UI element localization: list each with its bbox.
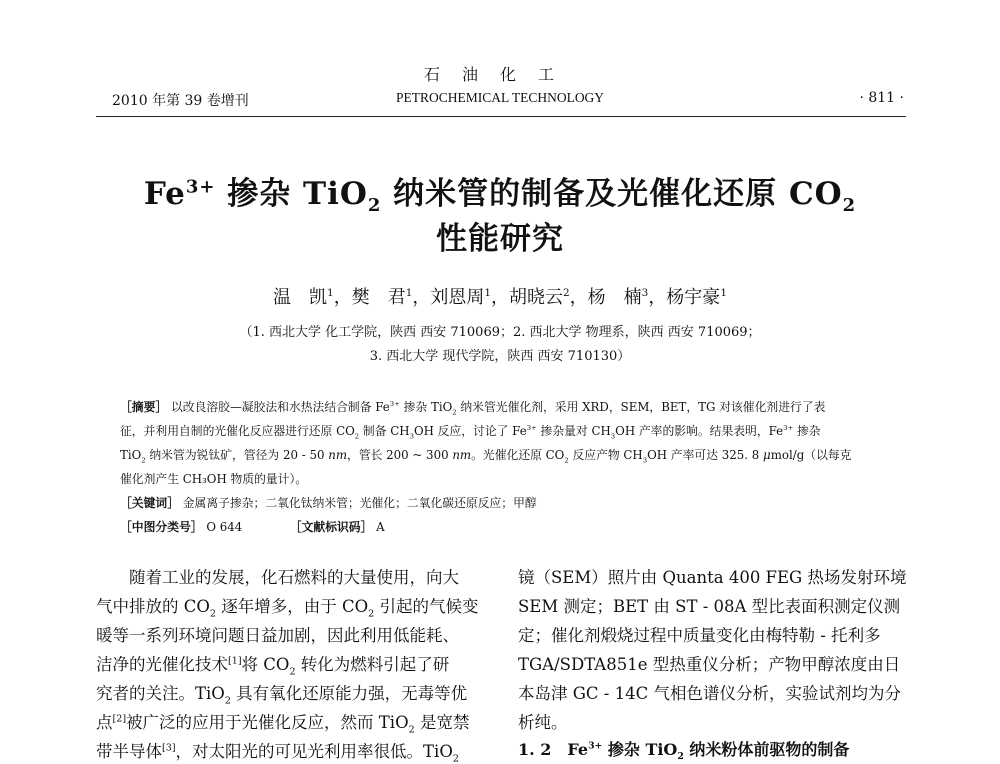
author-list: 温 凯$^1$，樊 君$^1$，刘恩周$^1$，胡晓云$^2$，杨 楠$^3$，杨宇豪$^1$	[273, 287, 727, 308]
body-left-line-3: 暖等一系列环境问题日益加剧，因此利用低能耗、	[96, 626, 459, 645]
affiliation-line-1: （1. 西北大学 化工学院，陕西 西安 710069；2. 西北大学 物理系，陕西 西安 710069；	[239, 325, 761, 340]
journal-name-english: PETROCHEMICAL TECHNOLOGY	[395, 90, 605, 105]
body-right-line-1: 镜（SEM）照片由 Quanta 400 FEG 热场发射环境	[518, 568, 907, 587]
paper-title-line-1: $Fe^{3+}$ 掺杂 TiO$_2$ 纳米管的制备及光催化还原 $CO_2$	[143, 176, 857, 217]
abstract-line-3: TiO$_2$ 纳米管为锐钛矿，管径为 20 - 50 nm，管长 200 ~ 300 nm。光催化还原 $CO_2$ 反应产物 $CH_3OH$ 产率可达 325. 8 μmol/g（以每克	[120, 448, 852, 465]
abstract-line-2: 征，并利用自制的光催化反应器进行还原 $CO_2$ 制备 $CH_3OH$ 反应，讨论了 $Fe^{3+}$ 掺杂量对 $CH_3OH$ 产率的影响。结果表明，$Fe^{3+}$ 掺杂	[120, 424, 821, 441]
classification-line	[120, 518, 880, 535]
paper-title-line-2: 性能研究	[436, 221, 564, 257]
page-number: · 811 ·	[859, 90, 904, 106]
body-left-line-4: 洁净的光催化技术[1]将 $CO_2$ 转化为燃料引起了研	[96, 655, 450, 678]
body-right-line-3: 定；催化剂煅烧过程中质量变化由梅特勒 - 托利多	[518, 626, 881, 645]
abstract-line-1	[120, 398, 880, 415]
keywords-text: 金属离子掺杂；二氧化钛纳米管；光催化；二氧化碳还原反应；甲醇	[182, 496, 537, 510]
body-right-line-6: 析纯。	[518, 713, 568, 732]
keywords-line	[120, 494, 880, 511]
section-heading-1-2: 1. 2 $Fe^{3+}$ 掺杂 TiO$_2$ 纳米粉体前驱物的制备	[518, 740, 850, 763]
body-right-line-5: 本岛津 GC - 14C 气相色谱仪分析，实验试剂均为分	[518, 684, 901, 703]
classification-value: O 644	[206, 520, 243, 534]
body-right-line-4: TGA/SDTA851e 型热重仪分析；产物甲醇浓度由日	[518, 655, 901, 674]
body-left-line-1: 随着工业的发展，化石燃料的大量使用，向大	[129, 568, 459, 587]
document-code-value: A	[376, 520, 385, 534]
journal-name-chinese: 石油化工	[423, 65, 576, 84]
classification-label: ［中图分类号］	[120, 520, 203, 534]
abstract-line-4: 催化剂产生 CH₃OH 物质的量计）。	[120, 472, 308, 486]
body-left-line-6: 点[2]被广泛的应用于光催化反应，然而 TiO$_2$ 是宽禁	[96, 713, 470, 736]
body-right-line-2: SEM 测定；BET 由 ST - 08A 型比表面积测定仪测	[518, 597, 901, 616]
affiliation-line-2: 3. 西北大学 现代学院，陕西 西安 710130）	[369, 349, 631, 364]
issue-info: 2010 年第 39 卷增刊	[112, 93, 249, 109]
body-left-line-7: 带半导体[3]，对太阳光的可见光利用率很低。TiO$_2$	[96, 742, 459, 764]
keywords-label: ［关键词］	[120, 496, 179, 510]
abstract-text-1: 以改良溶胶—凝胶法和水热法结合制备 $Fe^{3+}$ 掺杂 TiO$_2$ 纳米管光催化剂，采用 XRD，SEM，BET，TG 对该催化剂进行了表	[170, 400, 826, 417]
document-code-label: ［文献标识码］	[289, 520, 373, 534]
header-rule	[96, 116, 906, 117]
abstract-label: ［摘要］	[120, 400, 168, 414]
body-left-line-2: 气中排放的 $CO_2$ 逐年增多，由于 $CO_2$ 引起的气候变	[96, 597, 479, 620]
body-left-line-5: 究者的关注。TiO$_2$ 具有氧化还原能力强，无毒等优	[96, 684, 468, 707]
